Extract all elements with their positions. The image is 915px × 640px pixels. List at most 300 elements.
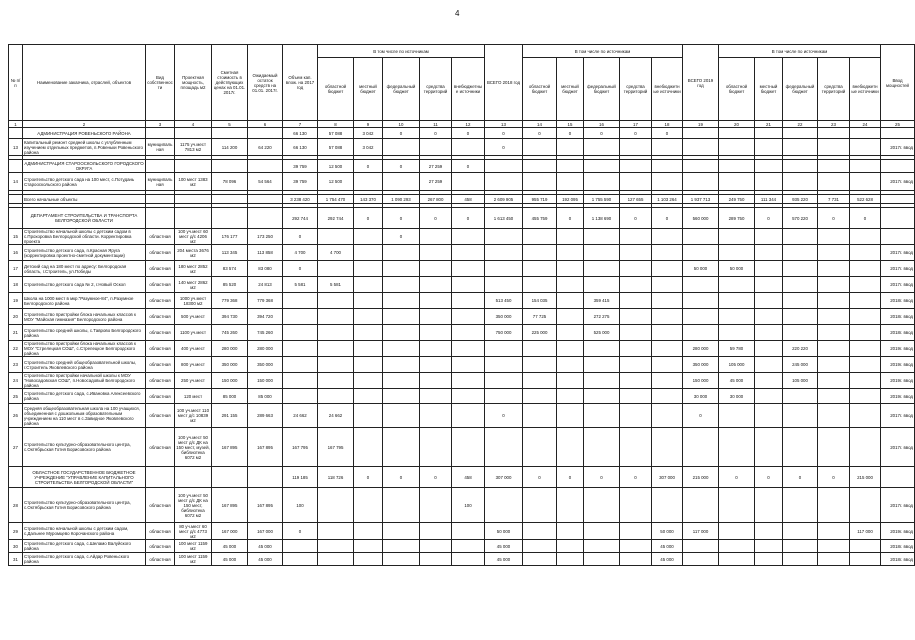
cell-amount: [850, 341, 881, 357]
cell-amount: [719, 229, 755, 245]
table-row: [9, 553, 915, 566]
cell-amount: 45 000: [652, 540, 683, 553]
cell-number: 13: [9, 139, 23, 156]
cell-amount: 105 000: [783, 373, 818, 389]
cell-volume-2017: 24 662: [283, 404, 318, 428]
cell-amount: 0: [383, 160, 420, 173]
cell-amount: [652, 293, 683, 309]
cell-amount: 100: [452, 488, 485, 523]
cell-number: [9, 208, 23, 229]
cell-amount: [383, 261, 420, 277]
cell-amount: [850, 553, 881, 566]
cell-amount: [420, 293, 452, 309]
cell-amount: 0: [523, 467, 557, 488]
cell-amount: [420, 277, 452, 293]
cell-amount: 57 088: [318, 139, 354, 156]
cell-amount: [584, 277, 620, 293]
cell-remainder: 54 564: [248, 173, 283, 191]
cell-amount: [652, 488, 683, 523]
cell-amount: [318, 553, 354, 566]
cell-amount: [620, 553, 652, 566]
cell-capacity: 180 мест 2852 м2: [175, 261, 212, 277]
cell-ownership: областная: [146, 309, 175, 325]
table-row: [9, 245, 915, 261]
cell-capacity: 1000 уч.мест 18300 м2: [175, 293, 212, 309]
cell-amount: [420, 389, 452, 404]
column-number: 19: [683, 121, 719, 128]
cell-amount: [383, 293, 420, 309]
cell-amount: [683, 173, 719, 191]
cell-amount: 455 759: [523, 208, 557, 229]
cell-amount: [584, 540, 620, 553]
cell-amount: [523, 404, 557, 428]
cell-amount: [755, 325, 783, 341]
cell-amount: [818, 540, 850, 553]
cell-amount: [383, 139, 420, 156]
cell-amount: 0: [850, 208, 881, 229]
column-number: 14: [523, 121, 557, 128]
cell-amount: 12 500: [318, 173, 354, 191]
cell-amount: [584, 261, 620, 277]
cell-amount: 0: [652, 128, 683, 139]
cell-amount: [755, 139, 783, 156]
cell-amount: [452, 428, 485, 467]
cell-name: Строительство детского сада, с.Айдар Ровеньского района: [23, 553, 146, 566]
cell-amount: 0: [620, 128, 652, 139]
cell-amount: 30 000: [683, 389, 719, 404]
cell-estimate: [212, 467, 248, 488]
cell-amount: [452, 261, 485, 277]
cell-ownership: областная: [146, 373, 175, 389]
cell-amount: [683, 277, 719, 293]
cell-amount: [652, 373, 683, 389]
cell-amount: [818, 389, 850, 404]
cell-amount: [523, 160, 557, 173]
cell-amount: [755, 160, 783, 173]
cell-amount: [719, 245, 755, 261]
table-row: [9, 523, 915, 540]
cell-amount: [452, 373, 485, 389]
cell-amount: [383, 523, 420, 540]
cell-amount: [850, 540, 881, 553]
cell-amount: [420, 540, 452, 553]
cell-amount: [818, 173, 850, 191]
cell-amount: [452, 540, 485, 553]
cell-number: 14: [9, 173, 23, 191]
cell-amount: [584, 373, 620, 389]
cell-amount: 0: [818, 208, 850, 229]
cell-amount: 27 259: [420, 160, 452, 173]
cell-amount: [683, 139, 719, 156]
cell-commission: 2018г. ввод: [881, 325, 915, 341]
table-row: [9, 373, 915, 389]
cell-volume-2017: 3 238 420: [283, 195, 318, 204]
cell-amount: 0: [485, 139, 523, 156]
cell-name: Строительство культурно-образовательного центра, с.Октябрьская Готня Борисовского района: [23, 488, 146, 523]
cell-amount: [318, 325, 354, 341]
cell-commission: 2019г. ввод: [881, 523, 915, 540]
cell-amount: [420, 341, 452, 357]
cell-amount: [383, 389, 420, 404]
cell-amount: [383, 540, 420, 553]
cell-commission: [881, 229, 915, 245]
header-extra: внебюджетные источники: [452, 58, 485, 121]
cell-commission: [881, 195, 915, 204]
cell-amount: [452, 277, 485, 293]
cell-number: 30: [9, 540, 23, 553]
table-row: [9, 309, 915, 325]
cell-amount: 525 000: [584, 325, 620, 341]
cell-number: 15: [9, 229, 23, 245]
cell-volume-2017: 39 759: [283, 160, 318, 173]
cell-amount: [420, 373, 452, 389]
cell-amount: [755, 261, 783, 277]
cell-amount: [850, 173, 881, 191]
cell-name: Строительство детского сада, с.Шеламо Валуйского района: [23, 540, 146, 553]
cell-amount: [523, 357, 557, 373]
cell-amount: [584, 428, 620, 467]
cell-amount: [755, 488, 783, 523]
column-number: 18: [652, 121, 683, 128]
cell-estimate: 167 000: [212, 523, 248, 540]
cell-amount: 1 090 293: [383, 195, 420, 204]
cell-amount: [420, 245, 452, 261]
cell-amount: [523, 523, 557, 540]
cell-amount: [557, 357, 584, 373]
cell-amount: [755, 309, 783, 325]
cell-amount: [354, 325, 383, 341]
cell-commission: 2018г. ввод: [881, 293, 915, 309]
cell-amount: 143 370: [354, 195, 383, 204]
cell-amount: [818, 160, 850, 173]
cell-amount: [620, 277, 652, 293]
cell-commission: 2018г. ввод: [881, 540, 915, 553]
cell-amount: [783, 404, 818, 428]
header-group-2017: В том числе по источникам: [318, 45, 485, 58]
cell-name: Строительство культурно-образовательного центра, с.Октябрьская Готня Борисовского района: [23, 428, 146, 467]
cell-amount: [818, 139, 850, 156]
cell-amount: [452, 341, 485, 357]
cell-amount: 0: [420, 128, 452, 139]
cell-amount: 0: [818, 467, 850, 488]
cell-amount: 1 103 264: [652, 195, 683, 204]
cell-name: Строительство средней общеобразовательной школы, г.Строитель Яковлевского района: [23, 357, 146, 373]
cell-amount: [557, 540, 584, 553]
cell-amount: [652, 357, 683, 373]
cell-amount: [755, 404, 783, 428]
cell-name: Средняя общеобразовательная школа на 100 учащихся, объединенная с дошкольным образовательным учреждением на 110 мест в с.Завидное Яковлевского района: [23, 404, 146, 428]
cell-number: [9, 128, 23, 139]
cell-number: 29: [9, 523, 23, 540]
cell-ownership: [146, 160, 175, 173]
cell-amount: [620, 341, 652, 357]
cell-amount: [383, 173, 420, 191]
cell-amount: [850, 428, 881, 467]
cell-capacity: [175, 467, 212, 488]
cell-amount: [557, 160, 584, 173]
cell-amount: [452, 229, 485, 245]
cell-number: 20: [9, 309, 23, 325]
cell-amount: 0: [452, 160, 485, 173]
cell-commission: 2019г. ввод: [881, 341, 915, 357]
cell-amount: [719, 173, 755, 191]
header-group-2019: В том числе по источникам: [719, 45, 881, 58]
cell-amount: 1 937 713: [683, 195, 719, 204]
cell-amount: [683, 553, 719, 566]
cell-amount: [584, 341, 620, 357]
cell-amount: [452, 139, 485, 156]
cell-amount: [420, 261, 452, 277]
cell-amount: [557, 428, 584, 467]
cell-amount: 192 095: [557, 195, 584, 204]
cell-amount: 513 450: [485, 293, 523, 309]
cell-amount: [452, 245, 485, 261]
header-extra: внебюджетные источники: [652, 58, 683, 121]
cell-ownership: областная: [146, 245, 175, 261]
cell-amount: [652, 139, 683, 156]
cell-amount: 27 259: [420, 173, 452, 191]
cell-remainder: 45 000: [248, 553, 283, 566]
cell-amount: [383, 309, 420, 325]
cell-volume-2017: 4 700: [283, 245, 318, 261]
header-territory: средства территорий: [420, 58, 452, 121]
cell-amount: [557, 404, 584, 428]
cell-amount: 3 042: [354, 139, 383, 156]
cell-amount: [719, 277, 755, 293]
cell-amount: [850, 373, 881, 389]
cell-amount: [652, 325, 683, 341]
cell-amount: [652, 160, 683, 173]
cell-amount: [318, 309, 354, 325]
cell-remainder: [248, 208, 283, 229]
cell-amount: [850, 389, 881, 404]
cell-amount: [354, 309, 383, 325]
cell-amount: 50 000: [683, 261, 719, 277]
header-volume-2017: Объем кап. влож. на 2017 год: [283, 45, 318, 121]
cell-amount: [485, 428, 523, 467]
cell-estimate: 85 000: [212, 389, 248, 404]
cell-amount: [783, 128, 818, 139]
cell-amount: [354, 277, 383, 293]
cell-volume-2017: 167 795: [283, 428, 318, 467]
cell-remainder: 779 368: [248, 293, 283, 309]
cell-amount: [818, 229, 850, 245]
cell-amount: [620, 373, 652, 389]
cell-amount: [683, 309, 719, 325]
cell-amount: [818, 523, 850, 540]
table-body: [9, 121, 915, 566]
cell-commission: 2019г. ввод: [881, 389, 915, 404]
cell-amount: 0: [383, 467, 420, 488]
cell-amount: [620, 160, 652, 173]
cell-capacity: [175, 128, 212, 139]
cell-capacity: 100 уч.мест 60 мест д/с 4206 м2: [175, 229, 212, 245]
cell-remainder: [248, 128, 283, 139]
cell-remainder: [248, 467, 283, 488]
cell-amount: [383, 404, 420, 428]
cell-amount: 570 220: [783, 208, 818, 229]
cell-commission: [881, 160, 915, 173]
cell-number: 28: [9, 488, 23, 523]
header-federal: федеральный бюджет: [783, 58, 818, 121]
cell-amount: [783, 389, 818, 404]
investment-program-table: [8, 44, 915, 566]
table-row: [9, 261, 915, 277]
cell-amount: 150 000: [683, 373, 719, 389]
cell-amount: 220 220: [783, 341, 818, 357]
cell-amount: [783, 139, 818, 156]
header-extra: внебюджетные источники: [850, 58, 881, 121]
cell-amount: [584, 389, 620, 404]
cell-amount: [557, 173, 584, 191]
section-row: [9, 208, 915, 229]
cell-ownership: областная: [146, 293, 175, 309]
table-row: [9, 325, 915, 341]
cell-amount: [818, 325, 850, 341]
cell-name: Школа на 1000 мест в мкр."Разумное-84", п.Разумное Белгородского района: [23, 293, 146, 309]
cell-amount: [719, 488, 755, 523]
table-row: [9, 293, 915, 309]
column-number: 1: [9, 121, 23, 128]
cell-amount: [452, 523, 485, 540]
column-number: 5: [212, 121, 248, 128]
column-number: 24: [850, 121, 881, 128]
header-regional: областной бюджет: [318, 58, 354, 121]
cell-amount: 0: [557, 467, 584, 488]
header-ownership: Вид собственности: [146, 45, 175, 121]
header-estimate: Сметная стоимость в действующих ценах на 01.01. 2017г.: [212, 45, 248, 121]
cell-amount: [783, 245, 818, 261]
cell-amount: [620, 428, 652, 467]
cell-remainder: 167 895: [248, 428, 283, 467]
cell-amount: [318, 261, 354, 277]
cell-amount: 215 000: [850, 467, 881, 488]
cell-volume-2017: 66 130: [283, 139, 318, 156]
cell-name: ДЕПАРТАМЕНТ СТРОИТЕЛЬСТВА И ТРАНСПОРТА БЕЛГОРОДСКОЙ ОБЛАСТИ: [23, 208, 146, 229]
cell-amount: [318, 357, 354, 373]
cell-ownership: областная: [146, 428, 175, 467]
cell-amount: 289 750: [719, 208, 755, 229]
cell-amount: 522 628: [850, 195, 881, 204]
cell-amount: [755, 277, 783, 293]
cell-amount: [755, 373, 783, 389]
header-name: Наименование заказчика, отраслей, объектов: [23, 45, 146, 121]
cell-amount: [818, 128, 850, 139]
cell-amount: [523, 261, 557, 277]
cell-remainder: 85 000: [248, 389, 283, 404]
cell-amount: [452, 357, 485, 373]
cell-capacity: 100 уч.мест 50 мест д/с ДК на 150 мест, музей, библиотека 6072 м2: [175, 428, 212, 467]
cell-volume-2017: 0: [283, 523, 318, 540]
cell-number: 26: [9, 404, 23, 428]
cell-amount: [485, 488, 523, 523]
cell-amount: 359 415: [584, 293, 620, 309]
cell-amount: [584, 160, 620, 173]
cell-commission: 2017г. ввод: [881, 139, 915, 156]
cell-capacity: 100 мест 1159 м2: [175, 540, 212, 553]
cell-amount: 50 000: [485, 523, 523, 540]
cell-amount: [683, 428, 719, 467]
cell-commission: 2017г. ввод: [881, 488, 915, 523]
cell-volume-2017: [283, 309, 318, 325]
cell-amount: [420, 325, 452, 341]
cell-amount: [354, 229, 383, 245]
column-number: 12: [452, 121, 485, 128]
cell-number: 27: [9, 428, 23, 467]
cell-amount: [783, 523, 818, 540]
cell-amount: 167 795: [318, 428, 354, 467]
cell-capacity: 800 уч.мест: [175, 357, 212, 373]
cell-amount: [523, 488, 557, 523]
cell-amount: [850, 277, 881, 293]
cell-amount: [557, 325, 584, 341]
cell-amount: [620, 404, 652, 428]
cell-amount: 350 000: [485, 309, 523, 325]
cell-estimate: 167 895: [212, 488, 248, 523]
cell-amount: [719, 309, 755, 325]
cell-amount: [818, 357, 850, 373]
header-number: № п/п: [9, 45, 23, 121]
cell-amount: [523, 553, 557, 566]
cell-number: 18: [9, 277, 23, 293]
cell-amount: [420, 309, 452, 325]
cell-amount: [354, 341, 383, 357]
column-number: 11: [420, 121, 452, 128]
cell-amount: [354, 173, 383, 191]
cell-amount: 750 000: [485, 325, 523, 341]
cell-amount: [318, 523, 354, 540]
header-territory: средства территорий: [818, 58, 850, 121]
cell-remainder: 113 858: [248, 245, 283, 261]
cell-amount: 0: [523, 128, 557, 139]
cell-amount: [683, 229, 719, 245]
page-number-mark: 4: [455, 9, 460, 18]
cell-ownership: [146, 208, 175, 229]
cell-estimate: 350 000: [212, 357, 248, 373]
column-number: 15: [557, 121, 584, 128]
cell-amount: [584, 139, 620, 156]
cell-number: [9, 467, 23, 488]
cell-name: АДМИНИСТРАЦИЯ СТАРООСКОЛЬСКОГО ГОРОДСКОГО ОКРУГА: [24, 161, 144, 171]
cell-remainder: 745 260: [248, 325, 283, 341]
cell-name: Строительство начальной школы с детским садом, с.Дальнее Муромцево Корочанского района: [23, 523, 146, 540]
column-number: 9: [354, 121, 383, 128]
cell-estimate: 280 000: [212, 341, 248, 357]
cell-amount: [719, 325, 755, 341]
header-local: местный бюджет: [557, 58, 584, 121]
cell-ownership: областная: [146, 357, 175, 373]
cell-ownership: областная: [146, 404, 175, 428]
cell-volume-2017: [283, 553, 318, 566]
cell-number: 23: [9, 357, 23, 373]
cell-amount: 7 731: [818, 195, 850, 204]
cell-estimate: 394 730: [212, 309, 248, 325]
cell-number: 16: [9, 245, 23, 261]
cell-amount: [683, 488, 719, 523]
table-row: [9, 488, 915, 523]
cell-name: Строительство пристройки блока начальных классов к МОУ "Стрелецкая СОШ", с.Стрелецкое Белгородского района: [23, 341, 146, 357]
cell-amount: [850, 404, 881, 428]
cell-amount: [620, 357, 652, 373]
cell-capacity: [175, 195, 212, 204]
cell-volume-2017: 39 759: [283, 173, 318, 191]
cell-amount: 1 613 450: [485, 208, 523, 229]
cell-estimate: 78 096: [212, 173, 248, 191]
cell-amount: [620, 173, 652, 191]
column-number: 22: [783, 121, 818, 128]
cell-amount: 127 655: [620, 195, 652, 204]
cell-amount: [584, 173, 620, 191]
